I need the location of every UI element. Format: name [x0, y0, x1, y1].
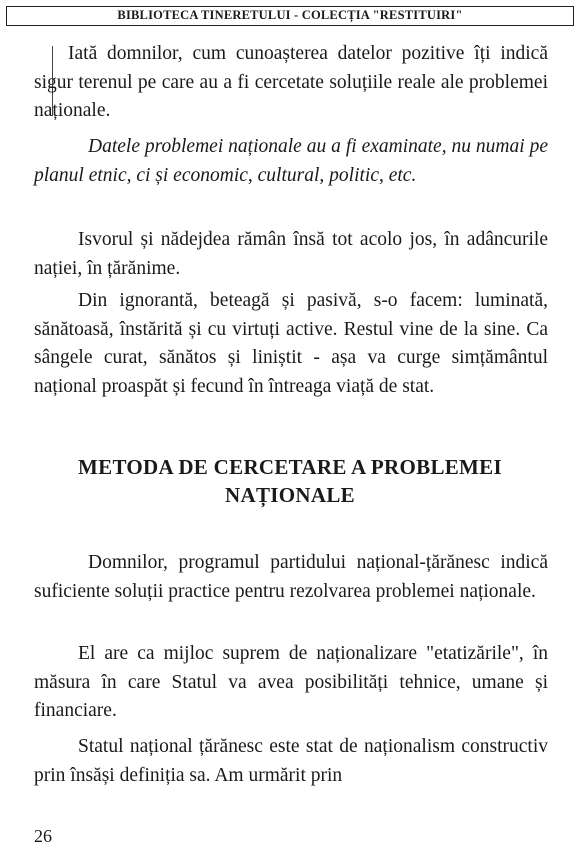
- paragraph-4: Din ignorantă, beteagă și pasivă, s-o facem: luminată, sănătoasă, înstărită și cu virtuți active. Restul vine de la sine. Ca sângele curat, sănătos și liniștit - așa va curge simțământul național proaspăt și fecund în întreaga viață de stat.: [34, 290, 548, 397]
- paragraph-6: El are ca mijloc suprem de naționalizare "etatizările", în măsura în care Statul va avea posibilități tehnice, umane și financiare.: [34, 643, 548, 721]
- running-title: BIBLIOTECA TINERETULUI - COLECȚIA "RESTITUIRI": [117, 8, 463, 22]
- paragraph-7: Statul național țărănesc este stat de naționalism constructiv prin însăși definiția sa. Am urmărit prin: [34, 736, 548, 786]
- paragraph-1: Iată domnilor, cum cunoașterea datelor pozitive îți indică sigur terenul pe care au a fi cercetate soluțiile reale ale problemei naționale.: [34, 43, 548, 121]
- paragraph-2: Datele problemei naționale au a fi examinate, nu numai pe planul etnic, ci și economic, cultural, politic, etc.: [34, 136, 548, 186]
- paragraph-5: Domnilor, programul partidului național-țărănesc indică suficiente soluții practice pentru rezolvarea problemei naționale.: [34, 552, 548, 602]
- running-header: [6, 6, 574, 26]
- section-heading: METODA DE CERCETARE A PROBLEMEI NAȚIONALE: [78, 455, 502, 507]
- page-number: 26: [34, 826, 52, 846]
- paragraph-3: Isvorul și nădejdea rămân însă tot acolo jos, în adâncurile nației, în țărănime.: [34, 229, 548, 279]
